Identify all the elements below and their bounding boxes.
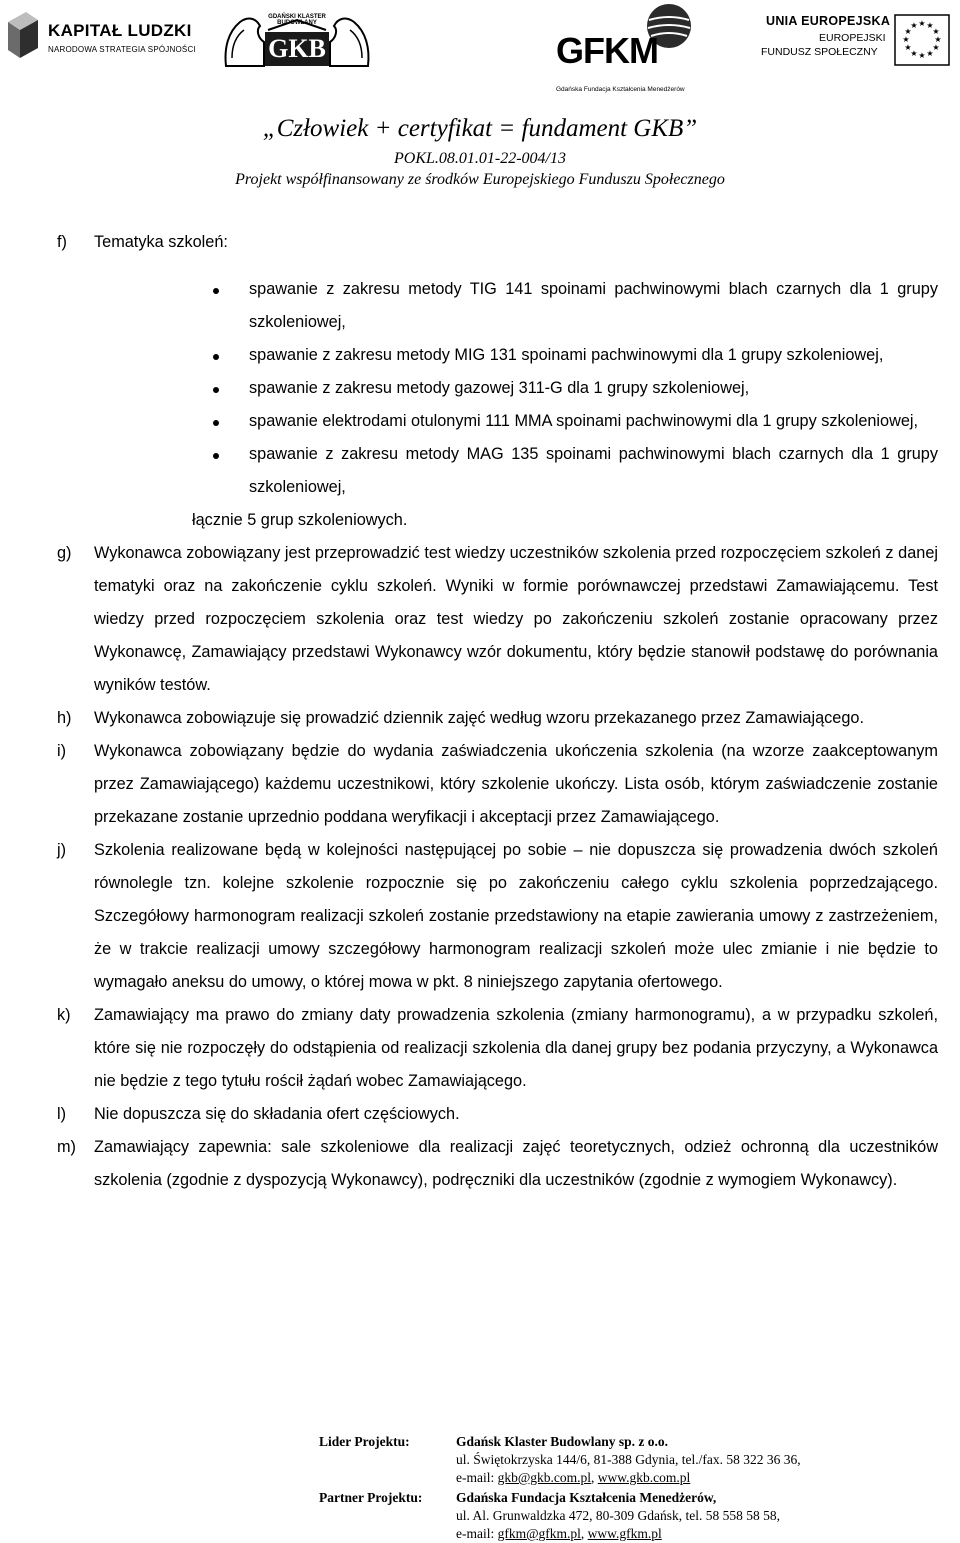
section-l bbox=[0, 1098, 960, 1131]
leader-label: Lider Projektu: bbox=[319, 1434, 410, 1449]
section-g bbox=[0, 537, 960, 702]
item-label: l) bbox=[57, 1105, 67, 1123]
item-label: f) bbox=[57, 233, 67, 251]
section-f-summary: łącznie 5 grup szkoleniowych. bbox=[192, 511, 408, 529]
svg-text:★: ★ bbox=[904, 43, 912, 52]
gkb-small-text: GDAŃSKI KLASTER BUDOWLANY bbox=[268, 14, 326, 26]
item-text: Zamawiający zapewnia: sale szkoleniowe dla realizacji zajęć teoretycznych, odzież ochronną dla uczestników szkolenia (zgodnie z dyspozycją Wykonawcy), podręczniki dla uczestników (zgodnie z wymogiem Wykonawcy). bbox=[94, 1138, 938, 1189]
item-text: Wykonawca zobowiązany będzie do wydania zaświadczenia ukończenia szkolenia (na wzorze zaakceptowanym przez Zamawiającego) każdemu uczestnikowi, który szkolenie ukończy. Lista osób, którym zaświadczenie zostanie przekazane zostanie uprzednio poddana weryfikacji i akceptacji przez Zamawiającego. bbox=[94, 742, 938, 826]
partner-email-link[interactable]: gfkm@gfkm.pl bbox=[497, 1526, 581, 1541]
list-item: spawanie z zakresu metody gazowej 311-G dla 1 grupy szkoleniowej, bbox=[0, 372, 960, 405]
document-content bbox=[0, 226, 960, 1197]
gfkm-name: GFKM bbox=[556, 30, 658, 71]
item-text: Szkolenia realizowane będą w kolejności następującej po sobie – nie dopuszcza się prowadzenia dwóch szkoleń równolegle tzn. kolejne szkolenie rozpocznie się po zakończeniu całego cyklu szkolenia poprzedzającego. Szczegółowy harmonogram realizacji szkoleń zostanie przedstawiony na etapie zawierania umowy z zastrzeżeniem, że w trakcie realizacji umowy szczegółowy harmonogram realizacji szkoleń może ulec zmianie i nie będzie to wymagało aneksu do umowy, o której mowa w pkt. 8 niniejszego zapytania ofertowego. bbox=[94, 841, 938, 991]
svg-text:★: ★ bbox=[934, 35, 942, 44]
svg-text:★: ★ bbox=[904, 27, 912, 36]
bullet-icon bbox=[213, 387, 219, 393]
kapital-ludzki-title: KAPITAŁ LUDZKI bbox=[48, 21, 192, 40]
kapital-ludzki-subtitle: NARODOWA STRATEGIA SPÓJNOŚCI bbox=[48, 45, 196, 54]
ue-line3: FUNDUSZ SPOŁECZNY bbox=[761, 46, 878, 58]
kapital-ludzki-logo bbox=[6, 8, 206, 68]
leader-address: ul. Świętokrzyska 144/6, 81-388 Gdynia, tel./fax. 58 322 36 36, bbox=[456, 1452, 801, 1467]
item-text: Wykonawca zobowiązuje się prowadzić dziennik zajęć według wzoru przekazanego przez Zamawiającego. bbox=[94, 709, 864, 727]
project-title: „Człowiek + certyfikat = fundament GKB” bbox=[262, 115, 698, 142]
partner-label: Partner Projektu: bbox=[319, 1490, 423, 1505]
item-text: Zamawiający ma prawo do zmiany daty prowadzenia szkolenia (zmiany harmonogramu), a w przypadku szkoleń, które się nie rozpoczęły do odstąpienia od realizacji szkolenia dla danej grupy bez podania przyczyny, a Wykonawca nie będzie z tego tytułu rościł żądań wobec Zamawiającego. bbox=[94, 1006, 938, 1090]
bullet-icon bbox=[213, 288, 219, 294]
bullet-icon bbox=[213, 354, 219, 360]
item-label: i) bbox=[57, 742, 67, 760]
svg-text:★: ★ bbox=[910, 49, 918, 58]
svg-text:★: ★ bbox=[918, 19, 926, 28]
partner-www-link[interactable]: www.gfkm.pl bbox=[587, 1526, 662, 1541]
section-h bbox=[0, 702, 960, 735]
project-funding-note: Projekt współfinansowany ze środków Europejskiego Funduszu Społecznego bbox=[235, 171, 725, 188]
item-label: m) bbox=[57, 1138, 76, 1156]
section-m bbox=[0, 1131, 960, 1197]
list-item: spawanie z zakresu metody TIG 141 spoinami pachwinowymi blach czarnych dla 1 grupy szkoleniowej, bbox=[0, 273, 960, 339]
leader-contact: e-mail: gkb@gkb.com.pl, www.gkb.com.pl bbox=[456, 1470, 691, 1485]
svg-text:★: ★ bbox=[926, 49, 934, 58]
section-i bbox=[0, 735, 960, 834]
partner-address: ul. Al. Grunwaldzka 472, 80-309 Gdańsk, tel. 58 558 58 58, bbox=[456, 1508, 780, 1523]
item-label: h) bbox=[57, 709, 72, 727]
svg-text:★: ★ bbox=[932, 43, 940, 52]
project-title-block bbox=[0, 114, 960, 191]
gkb-logo bbox=[222, 8, 372, 70]
svg-text:★: ★ bbox=[932, 27, 940, 36]
bullet-icon bbox=[213, 453, 219, 459]
section-f-heading: Tematyka szkoleń: bbox=[94, 233, 228, 251]
item-text: Wykonawca zobowiązany jest przeprowadzić test wiedzy uczestników szkolenia przed rozpoczęciem szkoleń z danej tematyki oraz na zakończenie cyklu szkoleń. Wyniki w formie porównawczej przedstawi Zamawiającemu. Test wiedzy przed rozpoczęciem szkolenia oraz test wiedzy po zakończeniu szkoleń zostanie opracowany przez Wykonawcę, Zamawiający przedstawi Wykonawcy wzór dokumentu, który będzie stanowił podstawę do porównania wyników testów. bbox=[94, 544, 938, 694]
svg-text:★: ★ bbox=[926, 21, 934, 30]
item-label: g) bbox=[57, 544, 72, 562]
ue-line2: EUROPEJSKI bbox=[819, 32, 886, 44]
ue-logo bbox=[761, 10, 956, 70]
section-f bbox=[0, 226, 960, 259]
eu-flag-icon bbox=[894, 14, 950, 66]
svg-text:★: ★ bbox=[910, 21, 918, 30]
section-j bbox=[0, 834, 960, 999]
section-k bbox=[0, 999, 960, 1098]
header-logos bbox=[0, 0, 960, 112]
list-item: spawanie z zakresu metody MIG 131 spoinami pachwinowymi dla 1 grupy szkoleniowej, bbox=[0, 339, 960, 372]
leader-name: Gdańsk Klaster Budowlany sp. z o.o. bbox=[456, 1434, 669, 1449]
svg-text:★: ★ bbox=[902, 35, 910, 44]
partner-name: Gdańska Fundacja Kształcenia Menedżerów, bbox=[456, 1490, 717, 1505]
list-item: spawanie elektrodami otulonymi 111 MMA spoinami pachwinowymi dla 1 grupy szkoleniowej, bbox=[0, 405, 960, 438]
training-topics-list bbox=[0, 273, 960, 504]
gfkm-subtitle: Gdańska Fundacja Kształcenia Menedżerów bbox=[556, 86, 685, 93]
list-item: spawanie z zakresu metody MAG 135 spoinami pachwinowymi blach czarnych dla 1 grupy szkoleniowej, bbox=[0, 438, 960, 504]
ue-line1: UNIA EUROPEJSKA bbox=[766, 14, 891, 28]
leader-www-link[interactable]: www.gkb.com.pl bbox=[597, 1470, 691, 1485]
partner-contact: e-mail: gfkm@gfkm.pl, www.gfkm.pl bbox=[456, 1526, 662, 1541]
leader-email-link[interactable]: gkb@gkb.com.pl bbox=[497, 1470, 592, 1485]
svg-text:★: ★ bbox=[918, 51, 926, 60]
project-code: POKL.08.01.01-22-004/13 bbox=[394, 150, 566, 167]
kapital-ludzki-cube-icon bbox=[6, 8, 40, 62]
page-footer bbox=[0, 1431, 960, 1541]
gkb-name: GKB bbox=[268, 34, 326, 63]
item-label: j) bbox=[57, 841, 67, 859]
item-text: Nie dopuszcza się do składania ofert częściowych. bbox=[94, 1105, 460, 1123]
item-label: k) bbox=[57, 1006, 71, 1024]
gfkm-logo bbox=[556, 0, 696, 108]
bullet-icon bbox=[213, 420, 219, 426]
